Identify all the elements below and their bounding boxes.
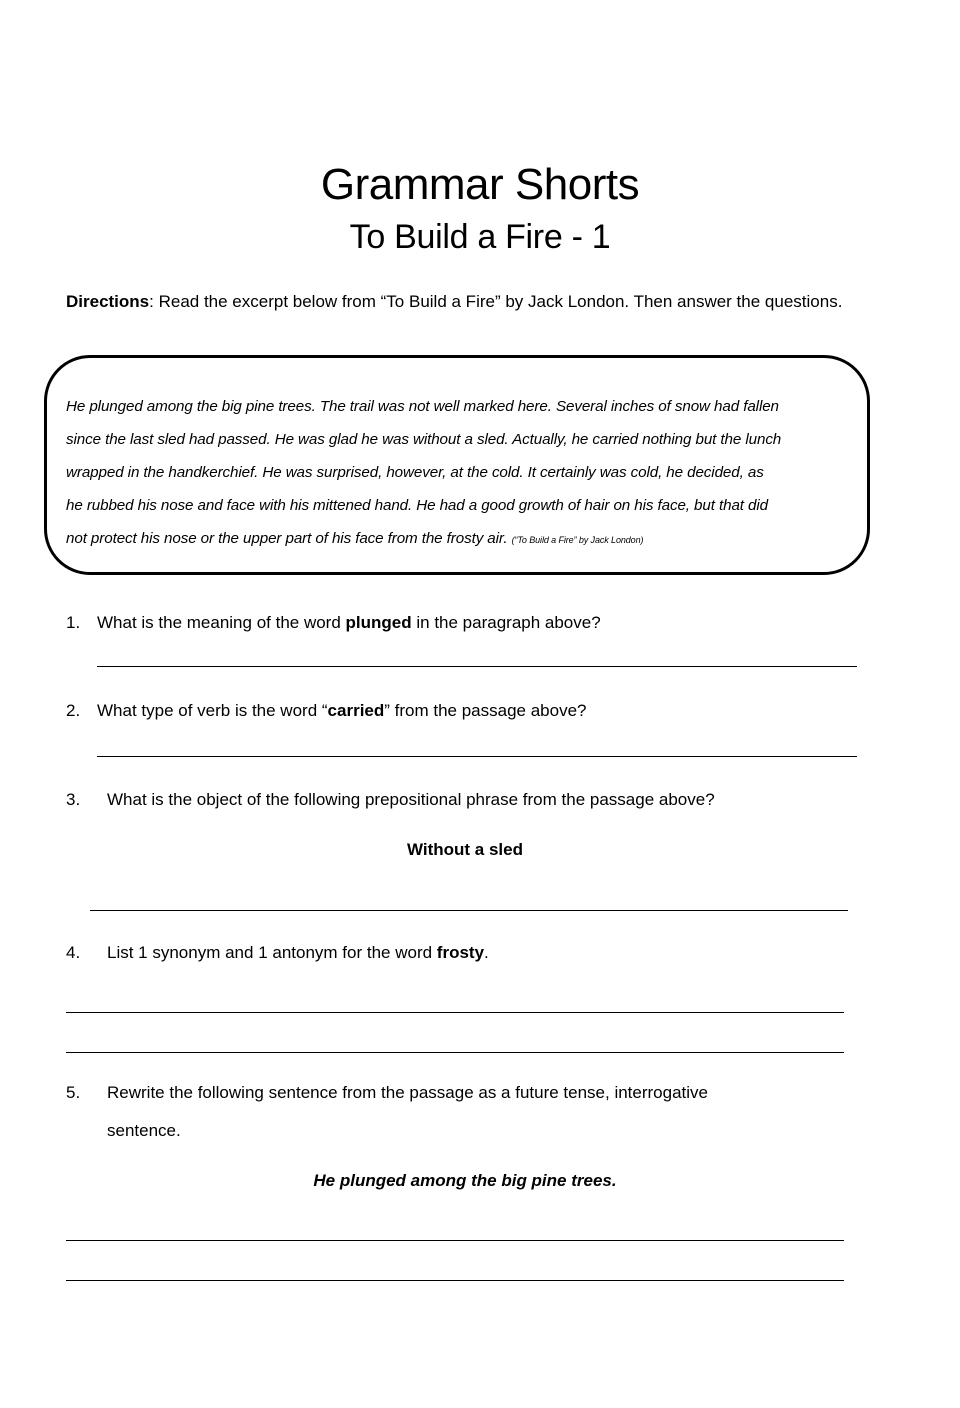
answer-line[interactable] — [66, 1012, 844, 1013]
question-text: Rewrite the following sentence from the passage as a future tense, interrogative — [107, 1083, 709, 1102]
question-text-end: . — [484, 943, 489, 962]
question-text-end: in the paragraph above? — [411, 613, 601, 632]
question-2 — [66, 700, 886, 722]
excerpt-line-last — [66, 522, 876, 557]
answer-line[interactable] — [66, 1280, 844, 1281]
question-3 — [66, 789, 886, 811]
question-number: 1. — [66, 613, 81, 632]
answer-line[interactable] — [90, 910, 848, 911]
question-1 — [66, 612, 886, 634]
directions-label: Directions — [66, 292, 150, 311]
question-number: 2. — [66, 701, 81, 720]
question-text: What type of verb is the word “ — [97, 701, 328, 720]
excerpt-line: He plunged among the big pine trees. The trail was not well marked here. Several inches of snow had fallen — [66, 398, 779, 415]
question-number: 3. — [66, 790, 81, 809]
question-text: What is the object of the following prepositional phrase from the passage above? — [107, 790, 715, 809]
answer-line[interactable] — [66, 1052, 844, 1053]
question-4 — [66, 942, 886, 964]
question-keyword: frosty — [436, 943, 485, 962]
question-5-line2: sentence. — [107, 1121, 181, 1140]
excerpt — [66, 390, 876, 557]
question-5 — [66, 1082, 886, 1104]
directions — [66, 290, 866, 313]
page-title: Grammar Shorts — [320, 160, 640, 209]
question-text: List 1 synonym and 1 antonym for the word — [107, 943, 437, 962]
page-subtitle: To Build a Fire - 1 — [349, 218, 611, 256]
excerpt-line: wrapped in the handkerchief. He was surprised, however, at the cold. It certainly was cold, he decided, as — [66, 464, 764, 481]
prepositional-phrase: Without a sled — [406, 840, 523, 859]
sentence-to-rewrite: He plunged among the big pine trees. — [313, 1171, 617, 1190]
answer-line[interactable] — [97, 756, 857, 757]
question-text: What is the meaning of the word — [97, 613, 346, 632]
excerpt-line: not protect his nose or the upper part of his face from the frosty air. — [66, 530, 508, 547]
directions-text: : Read the excerpt below from “To Build a Fire” by Jack London. Then answer the questions. — [149, 292, 843, 311]
excerpt-line: he rubbed his nose and face with his mittened hand. He had a good growth of hair on his face, but that did — [66, 497, 768, 514]
question-keyword: plunged — [345, 613, 412, 632]
excerpt-line: since the last sled had passed. He was glad he was without a sled. Actually, he carried nothing but the lunch — [66, 431, 782, 448]
question-text-end: ” from the passage above? — [384, 701, 587, 720]
question-number: 4. — [66, 943, 81, 962]
question-number: 5. — [66, 1083, 81, 1102]
answer-line[interactable] — [97, 666, 857, 667]
answer-line[interactable] — [66, 1240, 844, 1241]
excerpt-citation: (“To Build a Fire” by Jack London) — [511, 535, 644, 545]
question-keyword: carried — [327, 701, 385, 720]
